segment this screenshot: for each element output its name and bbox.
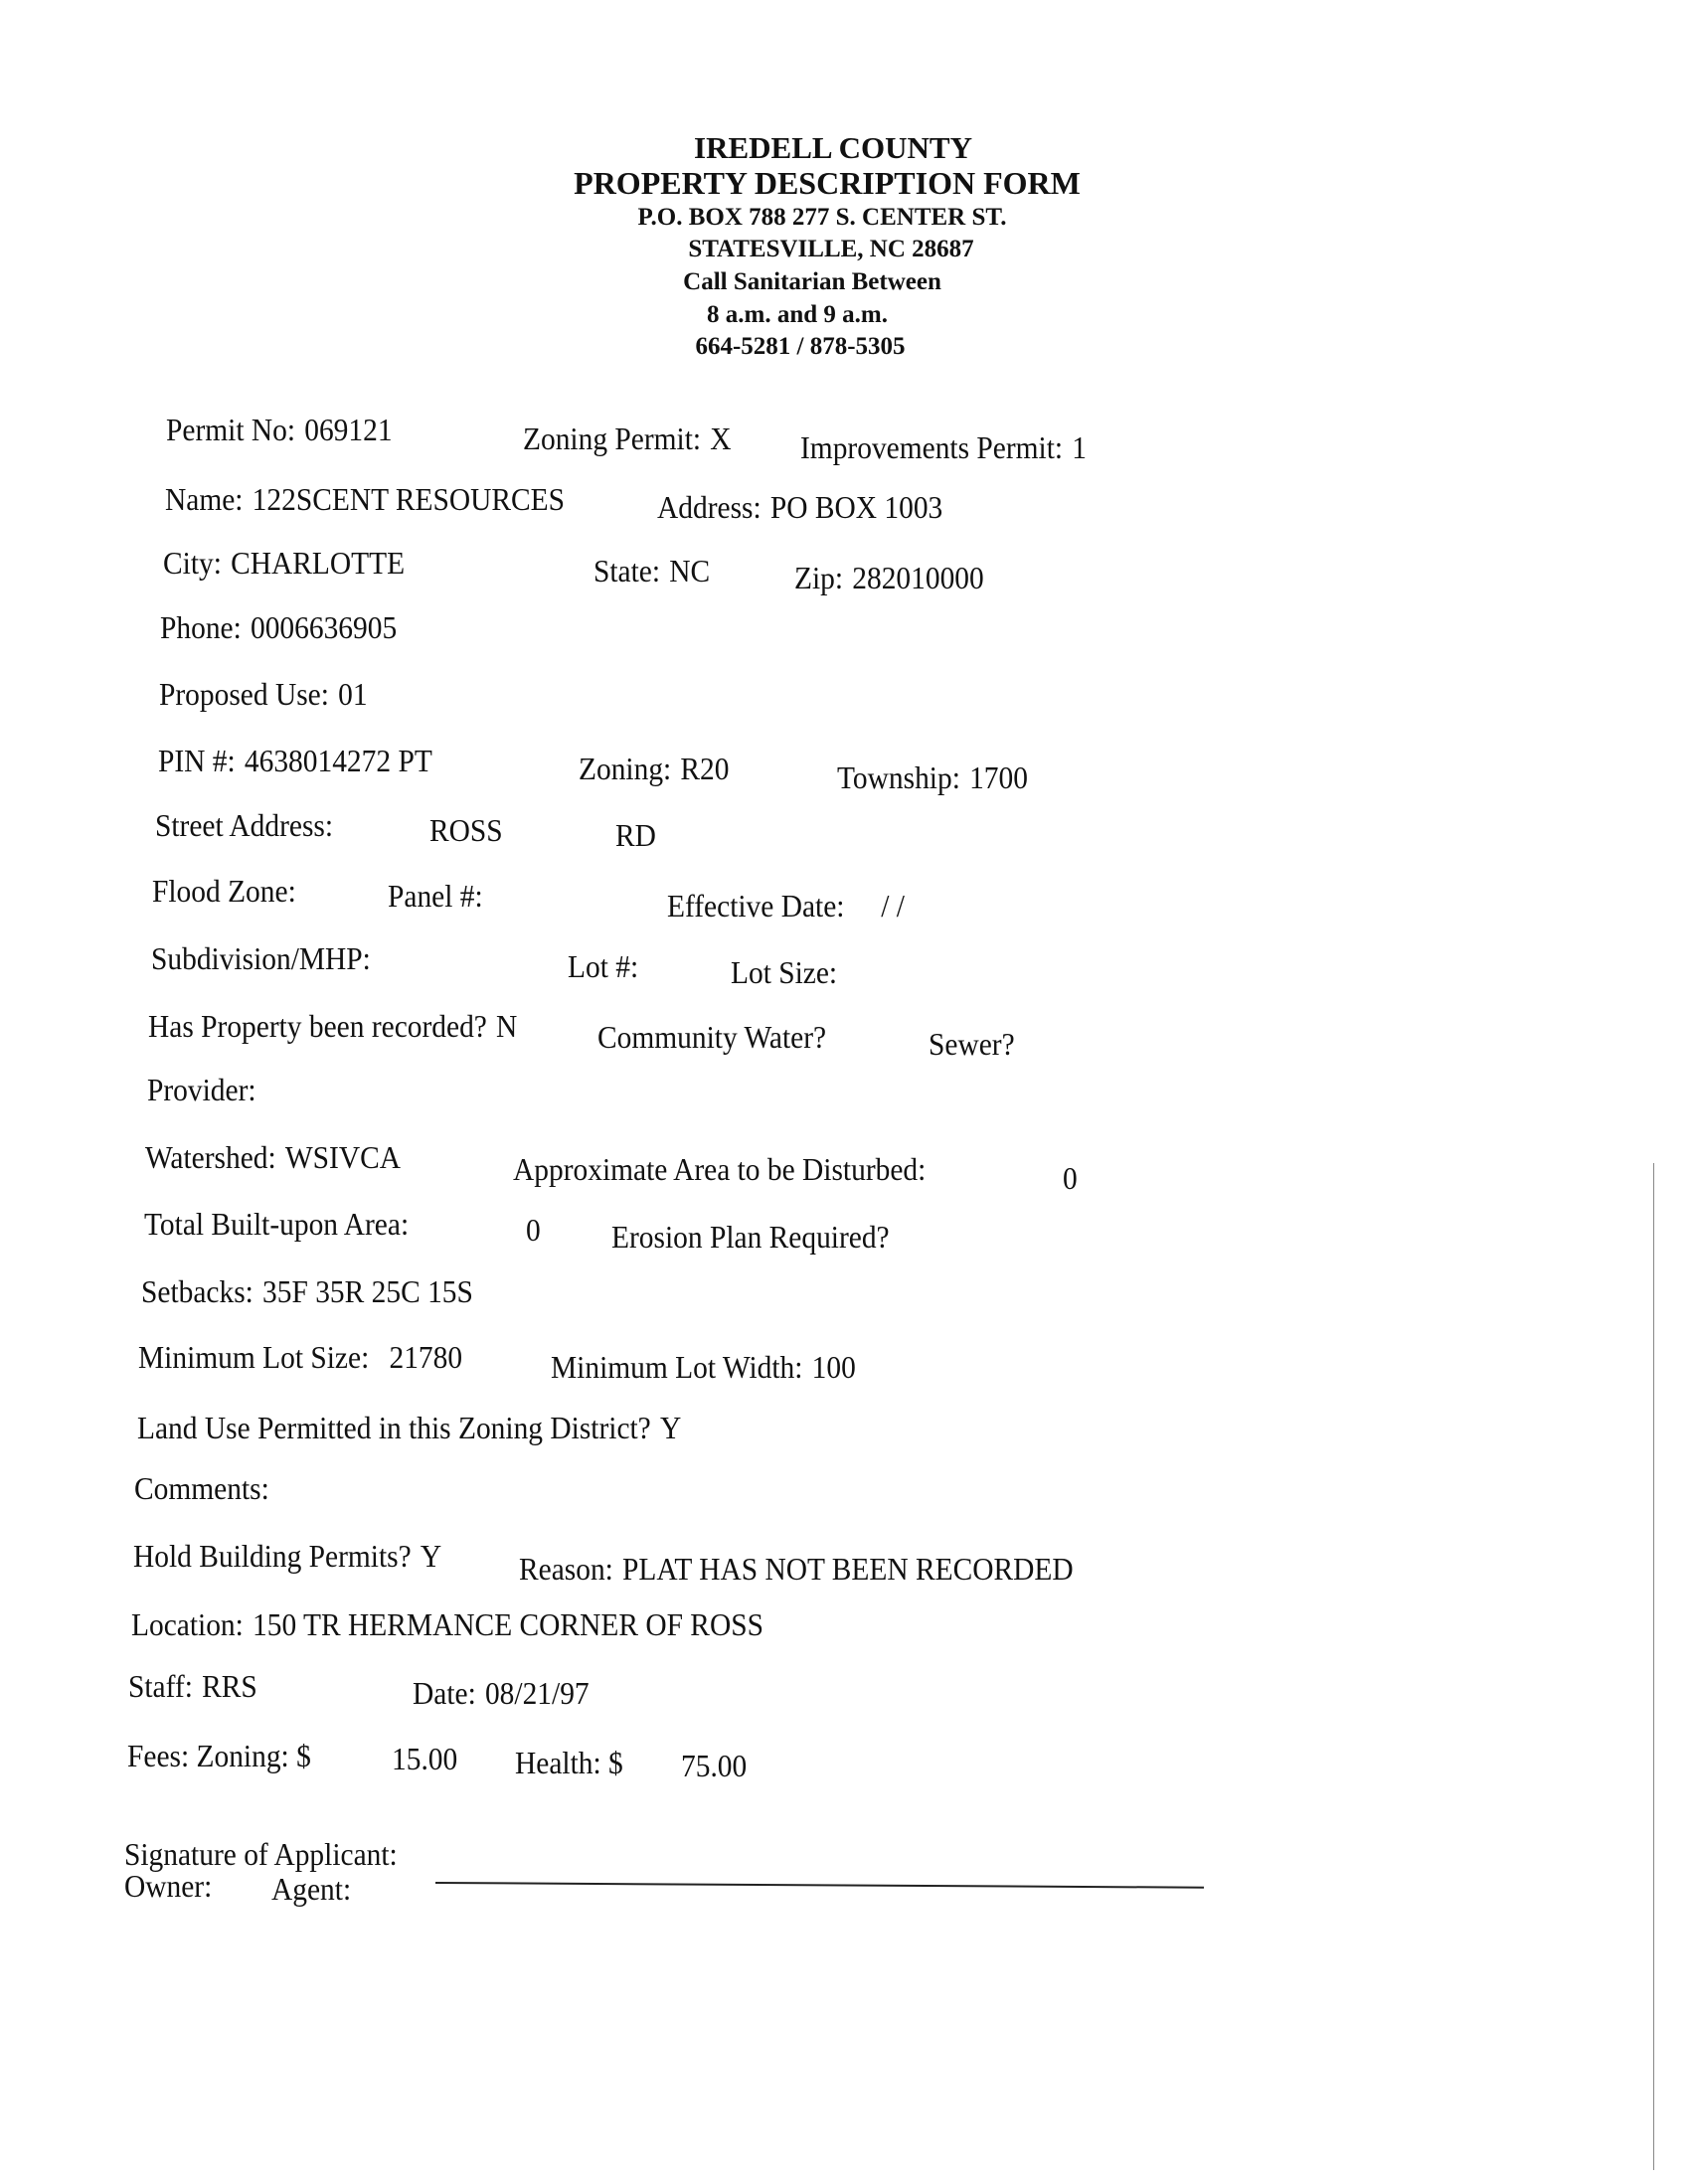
value: WSIVCA (284, 1139, 402, 1175)
erosion-plan-label: Erosion Plan Required? (611, 1219, 890, 1255)
label: Hold Building Permits? (133, 1538, 412, 1574)
office-city: STATESVILLE, NC 28687 (688, 236, 974, 262)
value: 122SCENT RESOURCES (252, 481, 566, 517)
value: 4638014272 PT (244, 743, 432, 778)
value: 08/21/97 (484, 1675, 590, 1711)
street-address-label: Street Address: (155, 807, 334, 843)
label: Permit No: (166, 412, 296, 447)
label: Zoning Permit: (523, 420, 702, 456)
zip-field (794, 560, 984, 596)
value: NC (669, 553, 711, 588)
value: PO BOX 1003 (769, 489, 943, 525)
street-name: ROSS (429, 812, 503, 848)
owner-label: Owner: (124, 1868, 213, 1904)
zoning-field (579, 751, 729, 787)
value: RRS (202, 1668, 257, 1704)
label: Effective Date: (667, 888, 845, 924)
proposed-use-field (159, 676, 368, 713)
value: 1700 (969, 759, 1028, 795)
label: Name: (165, 481, 244, 517)
label: State: (593, 553, 661, 588)
label: Minimum Lot Width: (551, 1349, 803, 1385)
township-field (837, 759, 1028, 796)
sewer-label: Sewer? (929, 1026, 1015, 1062)
state-field (593, 553, 710, 589)
zoning-permit-field (523, 420, 732, 457)
value: 1 (1072, 429, 1088, 465)
date-field (413, 1675, 590, 1712)
reason-field (519, 1551, 1074, 1588)
min-lot-size-field (138, 1339, 462, 1376)
area-disturbed-value: 0 (1063, 1160, 1078, 1196)
area-disturbed-label: Approximate Area to be Disturbed: (513, 1151, 927, 1187)
scan-edge-line (1653, 1163, 1654, 2170)
office-address: P.O. BOX 788 277 S. CENTER ST. (637, 204, 1007, 231)
fees-zoning-label: Fees: Zoning: $ (127, 1738, 311, 1773)
label: Watershed: (145, 1139, 276, 1175)
label: Proposed Use: (159, 676, 329, 712)
value: 282010000 (852, 560, 984, 595)
value: 150 TR HERMANCE CORNER OF ROSS (253, 1606, 763, 1642)
label: City: (163, 545, 222, 581)
value: CHARLOTTE (231, 545, 406, 581)
signature-label: Signature of Applicant: (124, 1836, 398, 1872)
signature-line (435, 1882, 1204, 1889)
value: 100 (811, 1349, 856, 1385)
call-instructions: Call Sanitarian Between (683, 268, 941, 295)
land-use-field (137, 1410, 681, 1446)
min-lot-width-field (551, 1349, 856, 1386)
value: 0006636905 (250, 609, 398, 645)
fees-health-value: 75.00 (681, 1748, 748, 1783)
community-water-label: Community Water? (597, 1019, 827, 1055)
setbacks-field (141, 1273, 473, 1310)
comments-label: Comments: (134, 1470, 269, 1506)
value: 35F 35R 25C 15S (262, 1273, 473, 1309)
label: Zoning: (579, 751, 672, 786)
label: Phone: (160, 609, 242, 645)
permit-no-field (166, 412, 393, 448)
location-field (131, 1606, 763, 1643)
lot-no-label: Lot #: (568, 948, 639, 984)
office-phone: 664-5281 / 878-5305 (695, 333, 906, 360)
form-title: PROPERTY DESCRIPTION FORM (574, 165, 1081, 201)
fees-zoning-value: 15.00 (392, 1741, 458, 1776)
value: / / (881, 888, 905, 924)
label: Improvements Permit: (800, 429, 1064, 465)
flood-zone-label: Flood Zone: (152, 873, 296, 909)
street-suffix: RD (615, 817, 656, 853)
value: 21780 (389, 1339, 463, 1375)
label: Location: (131, 1606, 244, 1642)
label: PIN #: (158, 743, 236, 778)
label: Minimum Lot Size: (138, 1339, 370, 1375)
built-upon-label: Total Built-upon Area: (144, 1206, 410, 1242)
subdivision-label: Subdivision/MHP: (151, 940, 371, 976)
label: Land Use Permitted in this Zoning District? (137, 1410, 651, 1445)
hold-permits-field (133, 1538, 441, 1575)
call-hours: 8 a.m. and 9 a.m. (707, 301, 888, 328)
value: 069121 (304, 412, 393, 447)
label: Reason: (519, 1551, 613, 1587)
address-field (657, 489, 942, 526)
phone-field (160, 609, 397, 646)
label: Zip: (794, 560, 844, 595)
value: R20 (680, 751, 730, 786)
value: X (710, 420, 732, 456)
value: Y (659, 1410, 682, 1445)
built-upon-value: 0 (526, 1212, 541, 1248)
value: 01 (338, 676, 368, 712)
fees-health-label: Health: $ (515, 1745, 623, 1780)
agent-label: Agent: (271, 1871, 352, 1907)
label: Staff: (128, 1668, 193, 1704)
pin-field (158, 743, 432, 779)
label: Has Property been recorded? (148, 1008, 487, 1044)
value: PLAT HAS NOT BEEN RECORDED (622, 1551, 1074, 1587)
label: Address: (657, 489, 762, 525)
panel-label: Panel #: (388, 878, 483, 914)
recorded-field (148, 1008, 517, 1045)
staff-field (128, 1668, 257, 1705)
label: Setbacks: (141, 1273, 254, 1309)
city-field (163, 545, 405, 582)
watershed-field (145, 1139, 401, 1176)
label: Township: (837, 759, 960, 795)
county-title: IREDELL COUNTY (694, 130, 972, 165)
value: Y (420, 1538, 442, 1574)
effective-date-field (667, 888, 905, 924)
name-field (165, 481, 565, 518)
lot-size-label: Lot Size: (731, 954, 838, 990)
label: Date: (413, 1675, 476, 1711)
improvements-permit-field (800, 429, 1087, 466)
provider-label: Provider: (147, 1072, 256, 1107)
value: N (496, 1008, 518, 1044)
